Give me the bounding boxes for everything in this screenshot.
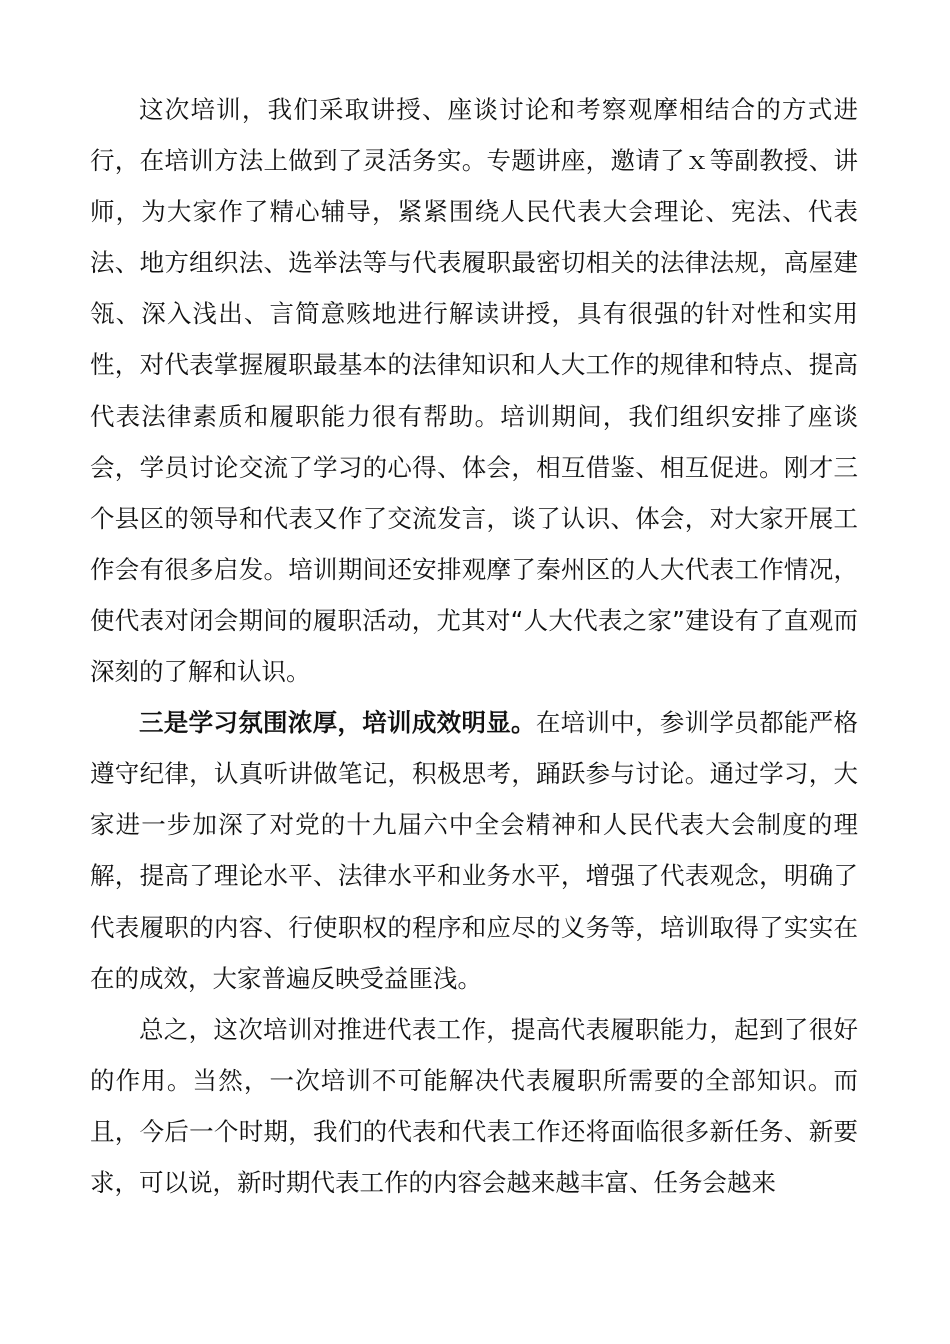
paragraph-text: 在培训中，参训学员都能严格遵守纪律，认真听讲做笔记，积极思考，踊跃参与讨论。通过学习，大家进一步加深了对党的十九届六中全会精神和人民代表大会制度的理解，提高了理论水平、法律水平和业务水平，增强了代表观念，明确了代表履职的内容、行使职权的程序和应尽的义务等，培训取得了实实在在的成效，大家普遍反映受益匪浅。 bbox=[90, 708, 859, 993]
paragraph-learning-atmosphere bbox=[90, 697, 858, 1004]
paragraph-text: 这次培训，我们采取讲授、座谈讨论和考察观摩相结合的方式进行，在培训方法上做到了灵活务实。专题讲座，邀请了ｘ等副教授、讲师，为大家作了精心辅导，紧紧围绕人民代表大会理论、宪法、代表法、地方组织法、选举法等与代表履职最密切相关的法律法规，高屋建瓴、深入浅出、言简意赅地进行解读讲授，具有很强的针对性和实用性，对代表掌握履职最基本的法律知识和人大工作的规律和特点、提高代表法律素质和履职能力很有帮助。培训期间，我们组织安排了座谈会，学员讨论交流了学习的心得、体会，相互借鉴、相互促进。刚才三个县区的领导和代表又作了交流发言，谈了认识、体会，对大家开展工作会有很多启发。培训期间还安排观摩了秦州区的人大代表工作情况，使代表对闭会期间的履职活动，尤其对“人大代表之家”建设有了直观而深刻的了解和认识。 bbox=[90, 95, 858, 687]
paragraph-training-methods bbox=[90, 84, 858, 697]
paragraph-conclusion bbox=[90, 1004, 858, 1208]
document-body bbox=[90, 84, 858, 1208]
paragraph-text: 总之，这次培训对推进代表工作，提高代表履职能力，起到了很好的作用。当然，一次培训不可能解决代表履职所需要的全部知识。而且，今后一个时期，我们的代表和代表工作还将面临很多新任务、新要求，可以说，新时期代表工作的内容会越来越丰富、任务会越来 bbox=[90, 1014, 858, 1197]
paragraph-lead-heading: 三是学习氛围浓厚，培训成效明显。 bbox=[139, 708, 536, 738]
